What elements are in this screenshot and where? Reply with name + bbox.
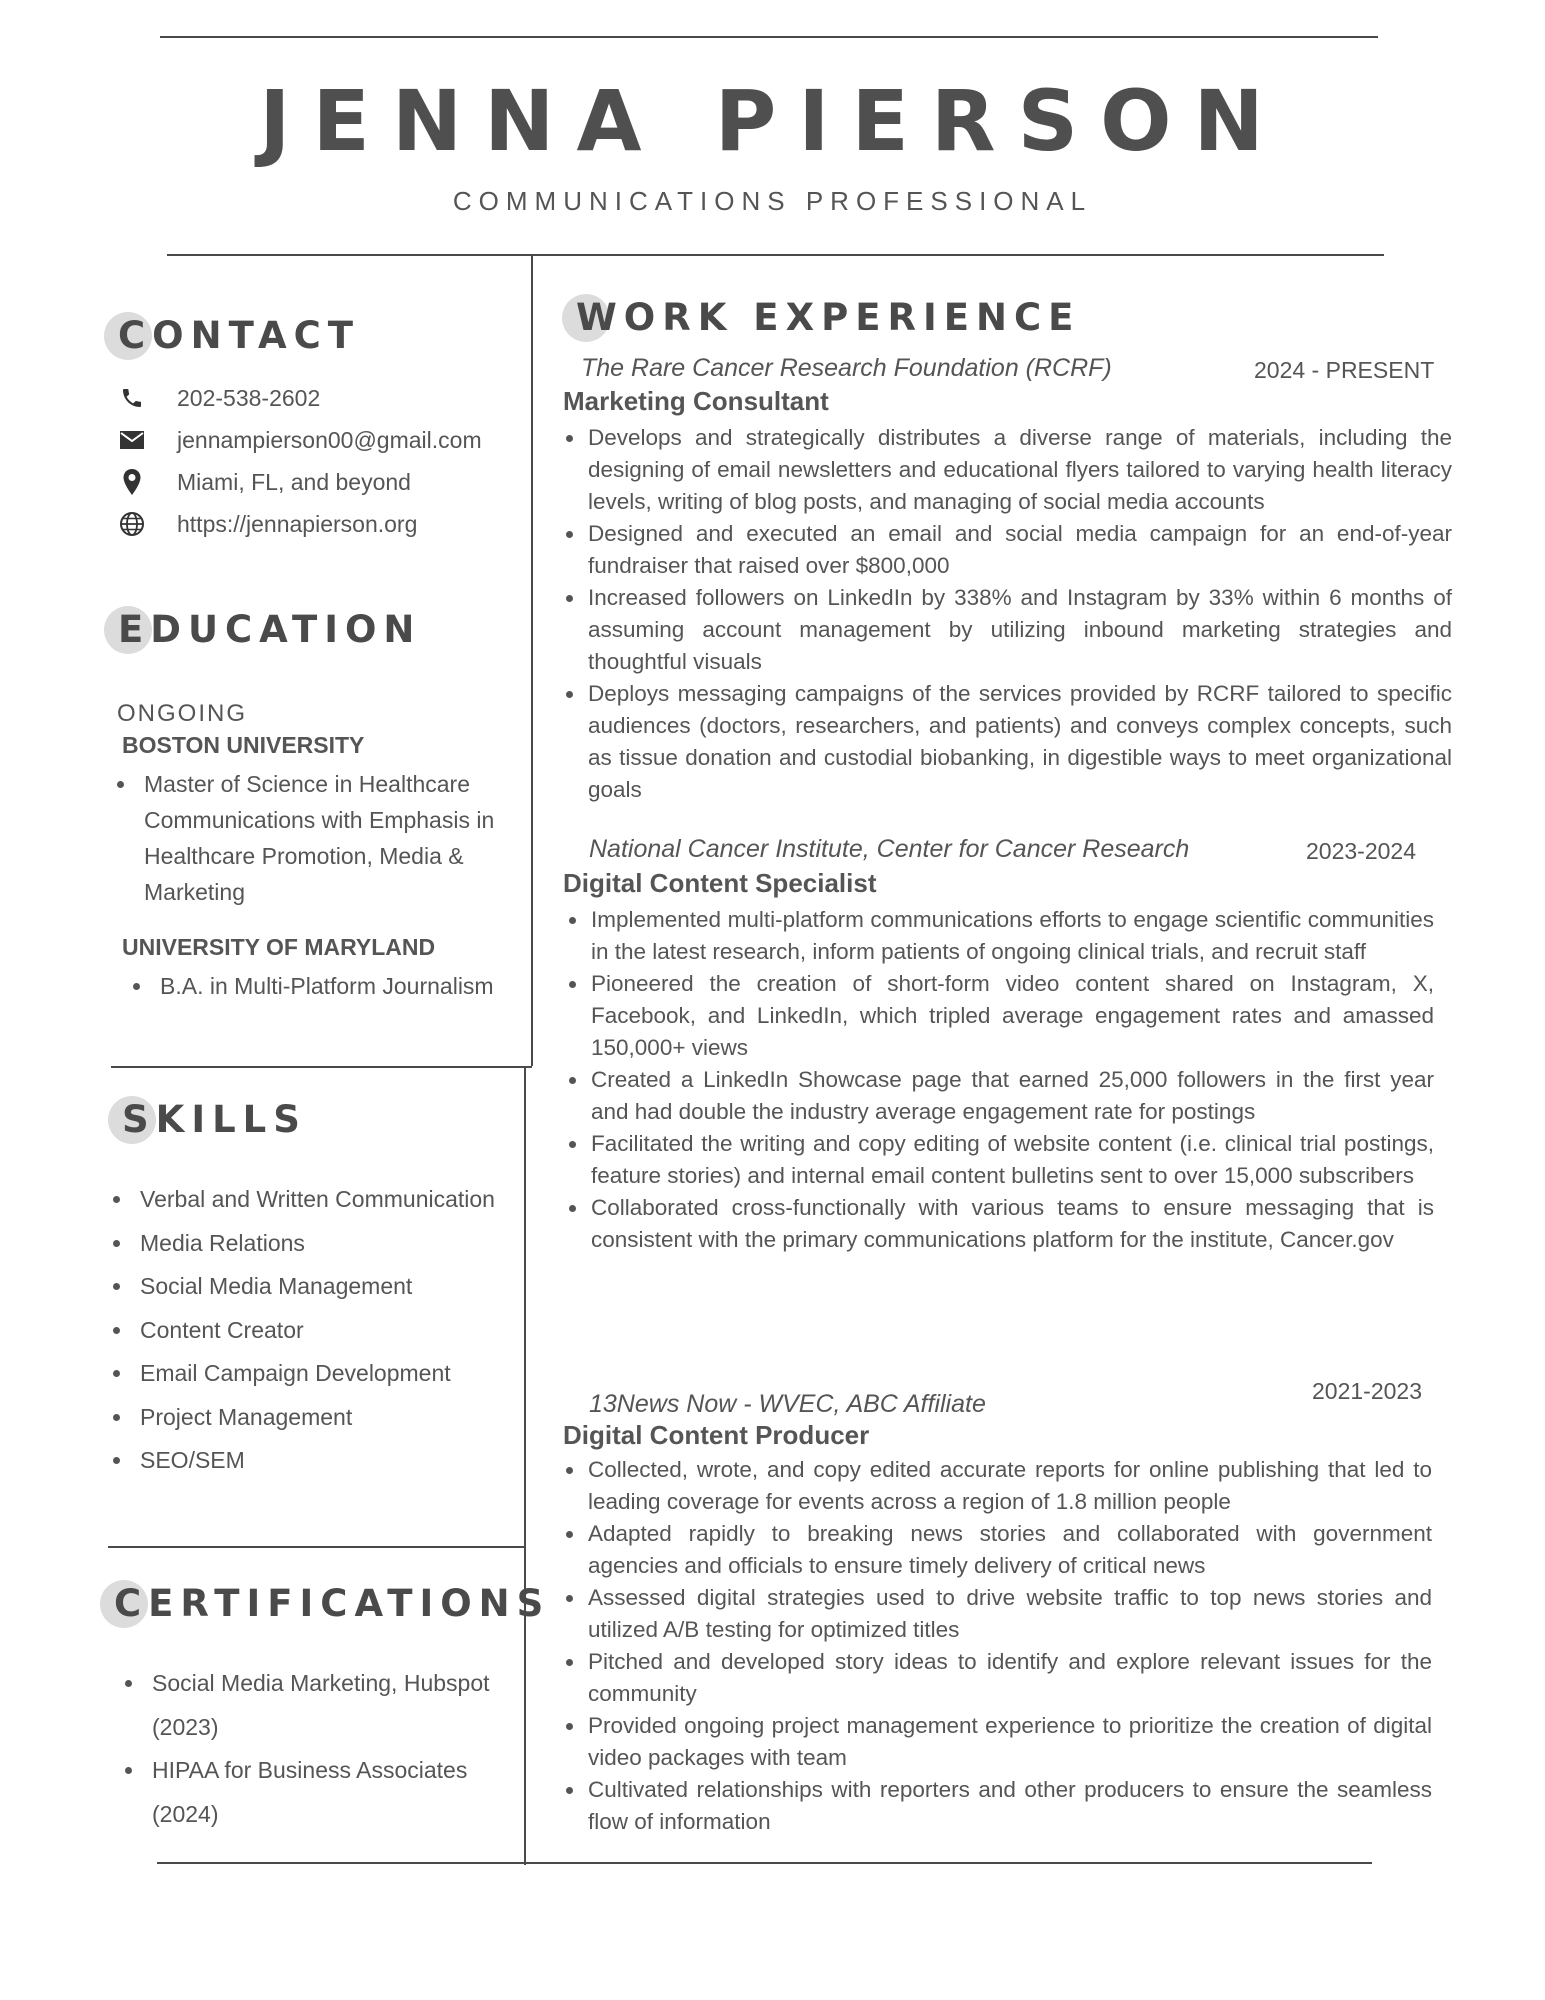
job-bullets — [567, 904, 1434, 1256]
job-bullet: • Develops and strategically distributes a diverse range of materials, including the designing of email newsletters and educational flyers tailored to varying health literacy levels, writing of blog posts, and managing of social media accounts — [586, 422, 1452, 518]
school-name: UNIVERSITY OF MARYLAND — [122, 934, 436, 960]
skill-item: • Verbal and Written Communication — [134, 1178, 544, 1222]
location-text: Miami, FL, and beyond — [177, 468, 411, 495]
degree-list — [128, 968, 544, 1004]
job-bullet: • Increased followers on LinkedIn by 338% and Instagram by 33% within 6 months of assuming account management by utilizing inbound marketing strategies and thoughtful visuals — [586, 582, 1452, 678]
phone-icon — [117, 383, 147, 413]
skills-top-rule — [111, 1066, 532, 1068]
education-status: ONGOING — [117, 700, 248, 727]
job-organization: 13News Now - WVEC, ABC Affiliate — [589, 1390, 986, 1418]
certifications-heading: CERTIFICATIONS — [114, 1582, 550, 1625]
job-bullets — [564, 422, 1452, 806]
degree-item: • B.A. in Multi-Platform Journalism — [154, 968, 544, 1004]
job-bullet: • Cultivated relationships with reporters and other producers to ensure the seamless flow of information — [586, 1774, 1432, 1838]
degree-item: • Master of Science in Healthcare Communications with Emphasis in Healthcare Promotion, Media & Marketing — [138, 766, 528, 910]
email-text: jennampierson00@gmail.com — [177, 426, 482, 453]
job-bullet: • Adapted rapidly to breaking news stories and collaborated with government agencies and officials to ensure timely delivery of critical news — [586, 1518, 1432, 1582]
phone-text: 202-538-2602 — [177, 384, 321, 411]
job-dates: 2021-2023 — [1312, 1378, 1422, 1404]
job-dates: 2023-2024 — [1306, 838, 1416, 864]
certification-item: • HIPAA for Business Associates (2024) — [146, 1749, 526, 1836]
job-bullet: • Provided ongoing project management experience to prioritize the creation of digital video packages with team — [586, 1710, 1432, 1774]
job-title: Marketing Consultant — [563, 386, 829, 416]
job-bullet: • Collected, wrote, and copy edited accurate reports for online publishing that led to leading coverage for events across a region of 1.8 million people — [586, 1454, 1432, 1518]
website-text: https://jennapierson.org — [177, 510, 418, 537]
school-name: BOSTON UNIVERSITY — [122, 732, 365, 758]
skill-item: • Email Campaign Development — [134, 1352, 544, 1396]
job-bullet: • Pioneered the creation of short-form video content shared on Instagram, X, Facebook, and LinkedIn, which tripled average engagement rates and amassed 150,000+ views — [589, 968, 1434, 1064]
work-experience-heading: WORK EXPERIENCE — [576, 296, 1080, 339]
degree-list — [112, 766, 528, 910]
job-bullet: • Assessed digital strategies used to drive website traffic to top news stories and utilized A/B testing for optimized titles — [586, 1582, 1432, 1646]
candidate-name: JENNA PIERSON — [259, 72, 1286, 170]
skills-list — [108, 1178, 544, 1483]
column-divider — [531, 254, 533, 1066]
job-bullet: • Facilitated the writing and copy editing of website content (i.e. clinical trial postings, feature stories) and internal email content bulletins sent to over 15,000 subscribers — [589, 1128, 1434, 1192]
job-organization: The Rare Cancer Research Foundation (RCRF) — [581, 354, 1112, 382]
globe-icon — [117, 509, 147, 539]
skill-item: • SEO/SEM — [134, 1439, 544, 1483]
certifications-list — [120, 1662, 526, 1836]
job-dates: 2024 - PRESENT — [1254, 357, 1435, 383]
contact-heading: CONTACT — [118, 314, 360, 357]
top-rule — [160, 36, 1378, 38]
job-bullet: • Pitched and developed story ideas to identify and explore relevant issues for the community — [586, 1646, 1432, 1710]
job-title: Digital Content Specialist — [563, 868, 877, 898]
education-heading: EDUCATION — [118, 608, 421, 651]
skills-heading: SKILLS — [122, 1098, 307, 1141]
email-icon — [117, 425, 147, 455]
job-organization: National Cancer Institute, Center for Cancer Research — [589, 835, 1190, 863]
skill-item: • Media Relations — [134, 1222, 544, 1266]
header-bottom-rule — [167, 254, 1384, 256]
contact-location — [117, 467, 411, 497]
skill-item: • Project Management — [134, 1396, 544, 1440]
job-bullet: • Deploys messaging campaigns of the services provided by RCRF tailored to specific audiences (doctors, researchers, and patients) and conveys complex concepts, such as tissue donation and custodial biobanking, in digestible ways to meet organizational goals — [586, 678, 1452, 806]
contact-phone[interactable] — [117, 383, 320, 413]
contact-website[interactable] — [117, 509, 417, 539]
certification-item: • Social Media Marketing, Hubspot (2023) — [146, 1662, 526, 1749]
job-bullets — [564, 1454, 1432, 1838]
bottom-rule — [157, 1862, 1372, 1864]
skill-item: • Content Creator — [134, 1309, 544, 1353]
job-bullet: • Created a LinkedIn Showcase page that earned 25,000 followers in the first year and had double the industry average engagement rate for postings — [589, 1064, 1434, 1128]
skill-item: • Social Media Management — [134, 1265, 544, 1309]
job-bullet: • Implemented multi-platform communications efforts to engage scientific communities in the latest research, inform patients of ongoing clinical trials, and recruit staff — [589, 904, 1434, 968]
contact-email[interactable] — [117, 425, 482, 455]
certifications-top-rule — [108, 1546, 525, 1548]
job-title: Digital Content Producer — [563, 1420, 870, 1450]
candidate-title: COMMUNICATIONS PROFESSIONAL — [452, 186, 1093, 216]
job-bullet: • Collaborated cross-functionally with various teams to ensure messaging that is consistent with the primary communications platform for the institute, Cancer.gov — [589, 1192, 1434, 1256]
location-pin-icon — [117, 467, 147, 497]
job-bullet: • Designed and executed an email and social media campaign for an end-of-year fundraiser that raised over $800,000 — [586, 518, 1452, 582]
